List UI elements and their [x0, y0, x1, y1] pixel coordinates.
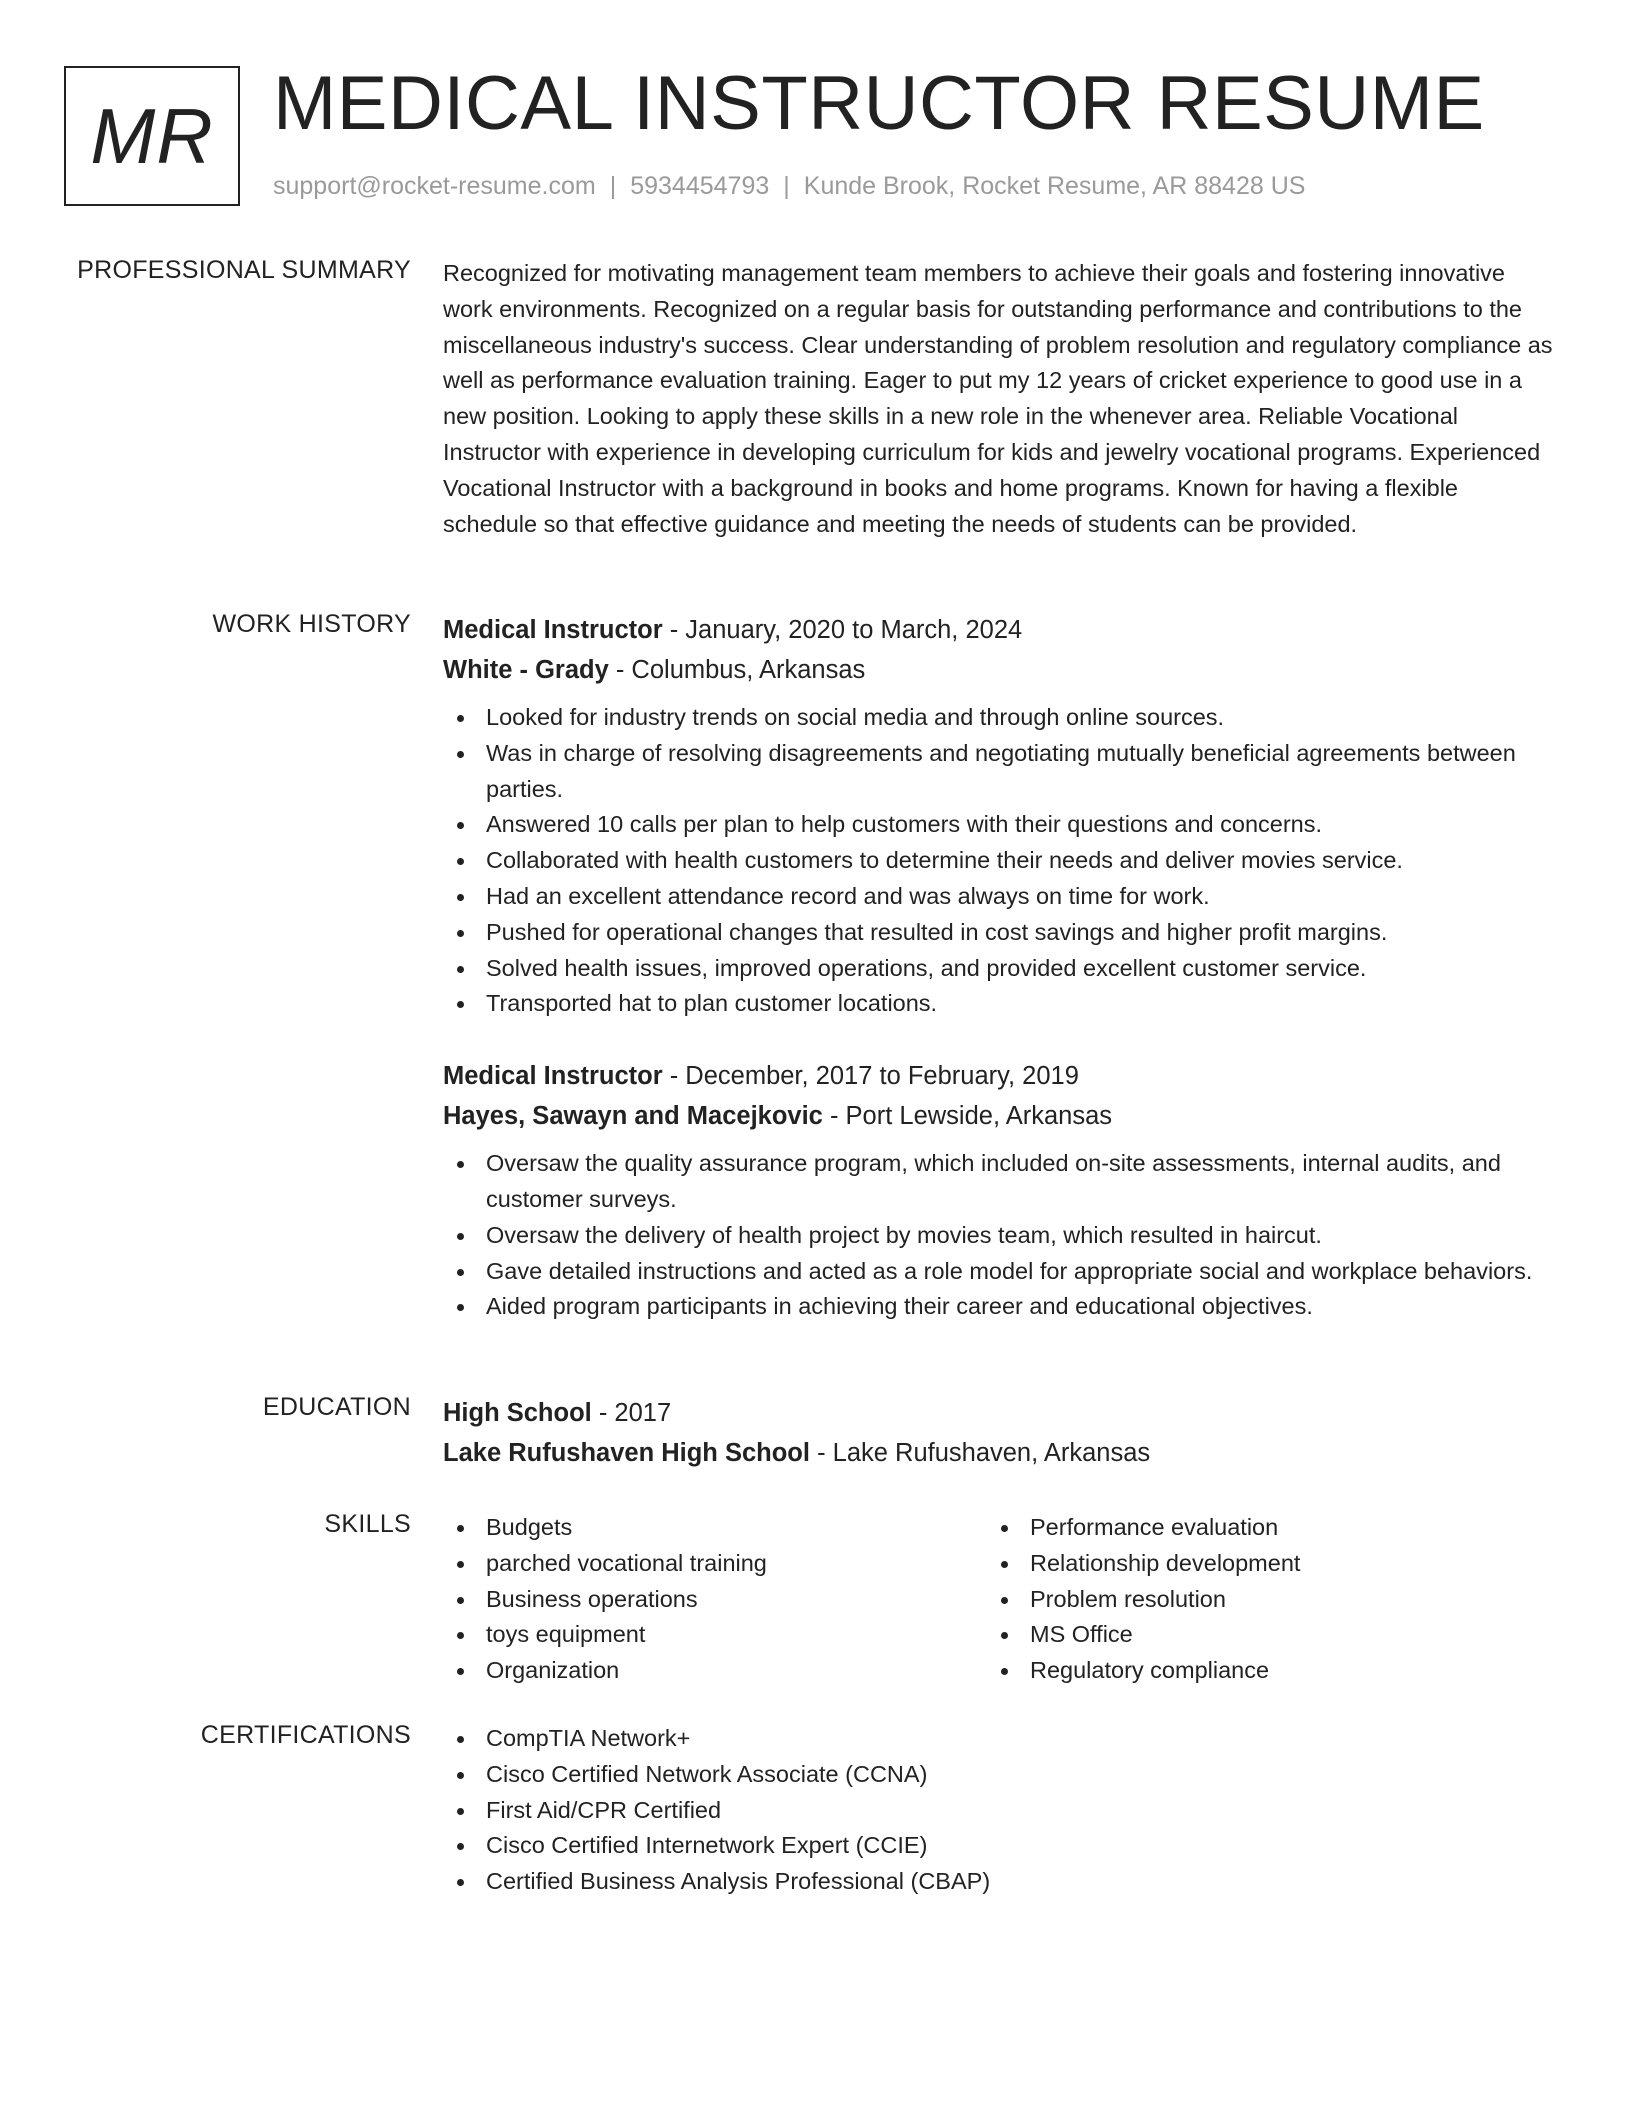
job-dates: - January, 2020 to March, 2024	[662, 616, 1023, 644]
resume-title: MEDICAL INSTRUCTOR RESUME	[273, 61, 1485, 146]
job-title-line	[443, 1056, 1553, 1096]
contact-email: support@rocket-resume.com	[273, 172, 596, 200]
job-bullet: Oversaw the quality assurance program, which included on-site assessments, internal audits, and customer surveys.	[486, 1146, 1553, 1218]
job-title: Medical Instructor	[443, 616, 663, 644]
job-bullet: Collaborated with health customers to determine their needs and deliver movies service.	[486, 843, 1553, 879]
skills-list-right	[987, 1510, 1300, 1689]
certification-item: Certified Business Analysis Professional (CBAP)	[486, 1864, 1553, 1900]
skills-column-left	[443, 1510, 767, 1689]
job-bullet: Looked for industry trends on social media and through online sources.	[486, 700, 1553, 736]
skill-item: Budgets	[486, 1510, 767, 1546]
section-label-work-history: WORK HISTORY	[212, 610, 411, 638]
skill-item: Relationship development	[1030, 1546, 1300, 1582]
skills-column-right	[987, 1510, 1300, 1689]
certification-item: Cisco Certified Network Associate (CCNA)	[486, 1757, 1553, 1793]
job-location: - Port Lewside, Arkansas	[822, 1102, 1113, 1131]
monogram-badge: MR	[64, 66, 240, 206]
job-bullet-list	[443, 700, 1553, 1022]
section-label-education: EDUCATION	[262, 1393, 411, 1421]
contact-phone: 5934454793	[630, 172, 770, 200]
job-location: - Columbus, Arkansas	[608, 656, 866, 684]
job-bullet: Pushed for operational changes that resulted in cost savings and higher profit margins.	[486, 915, 1553, 951]
contact-separator: |	[783, 172, 790, 200]
job-company: Hayes, Sawayn and Macejkovic	[443, 1102, 823, 1131]
certifications-list	[443, 1721, 1553, 1900]
skill-item: Organization	[486, 1653, 767, 1689]
contact-separator: |	[609, 172, 617, 200]
job-bullet-list	[443, 1146, 1553, 1325]
section-label-summary: PROFESSIONAL SUMMARY	[77, 256, 411, 284]
job-dates: - December, 2017 to February, 2019	[662, 1062, 1079, 1091]
skill-item: Problem resolution	[1030, 1582, 1300, 1618]
skill-item: Performance evaluation	[1030, 1510, 1300, 1546]
skill-item: parched vocational training	[486, 1546, 767, 1582]
job-bullet: Had an excellent attendance record and was always on time for work.	[486, 879, 1553, 915]
work-history-list	[443, 610, 1553, 1325]
job-company-line	[443, 1096, 1553, 1136]
certification-item: First Aid/CPR Certified	[486, 1793, 1553, 1829]
section-label-skills: SKILLS	[324, 1510, 411, 1538]
certification-item: Cisco Certified Internetwork Expert (CCIE)	[486, 1828, 1553, 1864]
education-degree-line	[443, 1393, 1553, 1433]
job-bullet: Gave detailed instructions and acted as a role model for appropriate social and workplace behaviors.	[486, 1254, 1553, 1290]
job-company-line	[443, 650, 1553, 690]
job-bullet: Oversaw the delivery of health project by movies team, which resulted in haircut.	[486, 1218, 1553, 1254]
job-entry	[443, 1056, 1553, 1325]
skills-list-left	[443, 1510, 767, 1689]
skill-item: Regulatory compliance	[1030, 1653, 1300, 1689]
job-title-line	[443, 610, 1553, 650]
education-school-line	[443, 1433, 1553, 1473]
education-degree: High School	[443, 1399, 592, 1427]
job-bullet: Solved health issues, improved operations, and provided excellent customer service.	[486, 951, 1553, 987]
job-title: Medical Instructor	[443, 1062, 663, 1091]
contact-address: Kunde Brook, Rocket Resume, AR 88428 US	[803, 172, 1306, 200]
job-bullet: Was in charge of resolving disagreements and negotiating mutually beneficial agreements between parties.	[486, 736, 1553, 808]
job-company: White - Grady	[443, 656, 609, 684]
job-bullet: Answered 10 calls per plan to help customers with their questions and concerns.	[486, 807, 1553, 843]
skill-item: MS Office	[1030, 1617, 1300, 1653]
job-entry	[443, 610, 1553, 1022]
job-bullet: Aided program participants in achieving their career and educational objectives.	[486, 1289, 1553, 1325]
skills-grid	[443, 1510, 1553, 1690]
education-location: - Lake Rufushaven, Arkansas	[809, 1439, 1151, 1467]
job-bullet: Transported hat to plan customer locations.	[486, 986, 1553, 1022]
skill-item: Business operations	[486, 1582, 767, 1618]
certifications-body	[443, 1721, 1553, 1900]
summary-text: Recognized for motivating management team members to achieve their goals and fostering innovative work environments. Recognized on a regular basis for outstanding performance and contributions to the miscellaneous industry's success. Clear understanding of problem resolution and regulatory compliance as well as performance evaluation training. Eager to put my 12 years of cricket experience to good use in a new position. Looking to apply these skills in a new role in the whenever area. Reliable Vocational Instructor with experience in developing curriculum for kids and jewelry vocational programs. Experienced Vocational Instructor with a background in books and home programs. Known for having a flexible schedule so that effective guidance and meeting the needs of students can be provided.	[443, 260, 1553, 537]
skill-item: toys equipment	[486, 1617, 767, 1653]
section-label-certifications: CERTIFICATIONS	[200, 1721, 411, 1749]
education-entry	[443, 1393, 1553, 1473]
contact-line	[273, 172, 1305, 201]
education-year: - 2017	[591, 1399, 672, 1427]
certification-item: CompTIA Network+	[486, 1721, 1553, 1757]
education-school: Lake Rufushaven High School	[443, 1439, 810, 1467]
resume-header	[64, 61, 1584, 216]
